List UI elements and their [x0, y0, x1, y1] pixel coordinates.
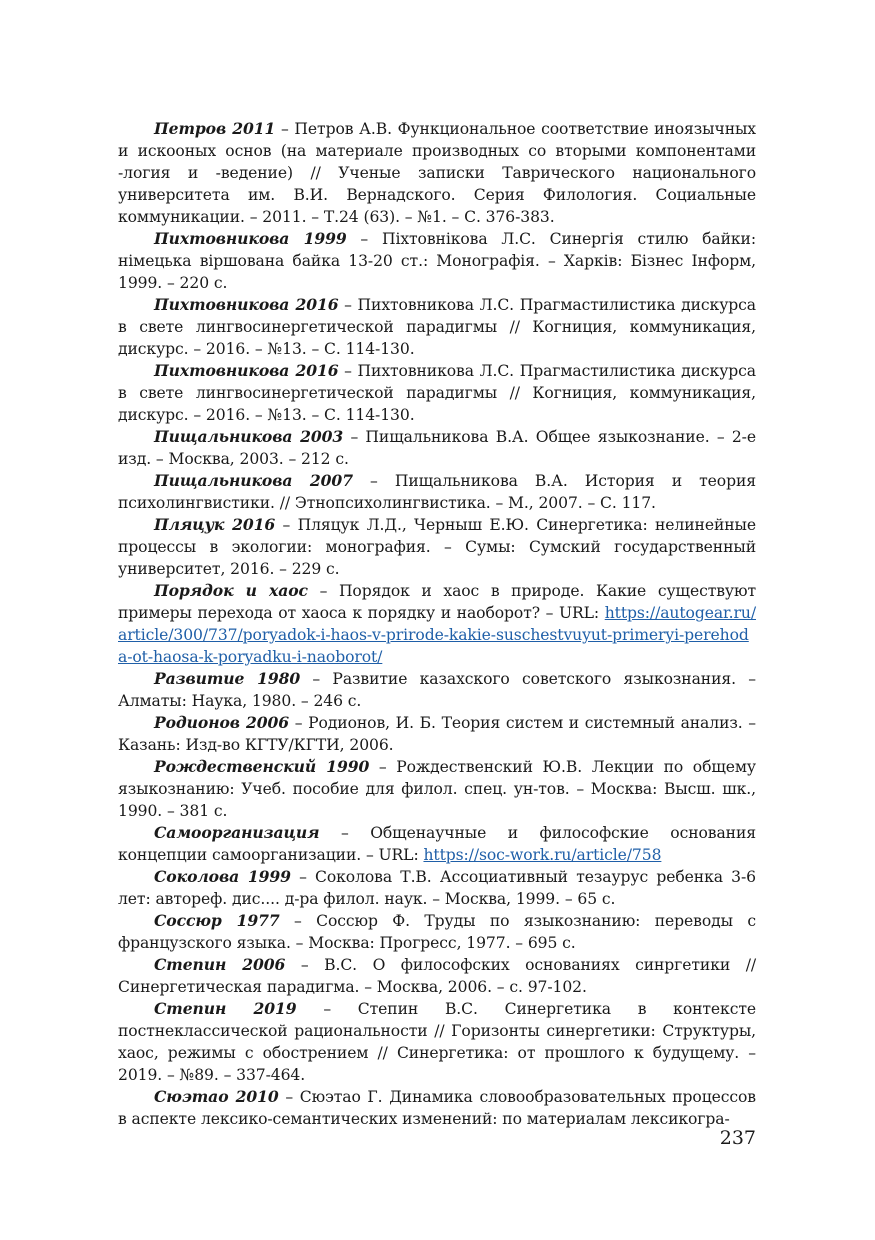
bibliography-entry: [118, 866, 756, 910]
bibliography-entry: [118, 118, 756, 228]
bibliography-entry: [118, 228, 756, 294]
entry-text: – В.С. О философских основаниях синргетики // Синергетическая парадигма. – Москва, 2006. – с. 97-102.: [118, 956, 757, 996]
entry-text: – Соколова Т.В. Ассоциативный тезаурус ребенка 3-6 лет: автореф. дис.... д-ра филол. наук. – Москва, 1999. – 65 с.: [118, 868, 756, 908]
bibliography-entry: [118, 514, 756, 580]
bibliography-entry: [118, 712, 756, 756]
entry-key: Пищальникова 2007: [154, 471, 353, 490]
entry-text: – Пихтовникова Л.С. Прагмастилистика дискурса в свете лингвосинергетической парадигмы // Когниция, коммуникация, дискурс. – 2016. – №13. – С. 114-130.: [118, 296, 756, 358]
bibliography-entry: [118, 668, 756, 712]
entry-text: – Сюэтао Г. Динамика словообразовательных процессов в аспекте лексико-семантических изменений: по материалам лексикогра-: [118, 1088, 756, 1128]
entry-key: Петров 2011: [154, 119, 276, 138]
entry-url-link[interactable]: https://autogear.ru/article/300/737/poryadok-i-haos-v-prirode-kakie-suschestvuyut-primeryi-perehoda-ot-haosa-k-poryadku-i-naoborot/: [118, 604, 756, 666]
bibliography-entry: [118, 1086, 756, 1130]
bibliography-entry: [118, 822, 756, 866]
entry-key: Пихтовникова 2016: [154, 295, 339, 314]
entry-key: Рождественский 1990: [154, 757, 370, 776]
bibliography-entry: [118, 294, 756, 360]
bibliography-entry: [118, 426, 756, 470]
entry-key: Развитие 1980: [154, 669, 301, 688]
entry-text: – Общенаучные и философские основания концепции самоорганизации. – URL:: [118, 824, 756, 864]
entry-key: Степин 2006: [154, 955, 286, 974]
entry-key: Пихтовникова 2016: [154, 361, 339, 380]
entry-text: – Родионов, И. Б. Теория систем и системный анализ. – Казань: Изд-во КГТУ/КГТИ, 2006.: [118, 714, 756, 754]
entry-key: Родионов 2006: [154, 713, 290, 732]
entry-key: Пищальникова 2003: [154, 427, 344, 446]
bibliography-entry: [118, 998, 756, 1086]
bibliography-entry: [118, 580, 756, 668]
bibliography-entry: [118, 756, 756, 822]
entry-key: Сюэтао 2010: [154, 1087, 279, 1106]
entry-text: – Степин В.С. Синергетика в контексте постнеклассической рациональности // Горизонты синергетики: Структуры, хаос, режимы с обострением // Синергетика: от прошлого к будущему. – 2019. – №89. – 337-464.: [118, 1000, 756, 1084]
entry-text: – Пищальникова В.А. История и теория психолингвистики. // Этнопсихолингвистика. – М., 2007. – С. 117.: [118, 472, 757, 512]
entry-text: – Порядок и хаос в природе. Какие существуют примеры перехода от хаоса к порядку и наоборот? – URL:: [118, 582, 756, 622]
bibliography-entry: [118, 910, 756, 954]
page-number: 237: [719, 1127, 756, 1149]
bibliography-entry: [118, 954, 756, 998]
bibliography-page: [118, 118, 756, 1130]
entry-text: – Піхтовнікова Л.С. Синергія стилю байки: німецька віршована байка 13-20 ст.: Монографія. – Харків: Бізнес Інформ, 1999. – 220 с.: [118, 230, 756, 292]
entry-text: – Пихтовникова Л.С. Прагмастилистика дискурса в свете лингвосинергетической парадигмы // Когниция, коммуникация, дискурс. – 2016. – №13. – С. 114-130.: [118, 362, 756, 424]
entry-key: Пихтовникова 1999: [154, 229, 347, 248]
entry-text: – Петров А.В. Функциональное соответствие иноязычных и искооных основ (на материале производных со вторыми компонентами -логия и -ведение) // Ученые записки Таврического национального университета им. В.И. Вернадского. Серия Филология. Социальные коммуникации. – 2011. – Т.24 (63). – №1. – С. 376-383.: [118, 120, 756, 226]
entry-key: Пляцук 2016: [154, 515, 276, 534]
entry-key: Самоорганизация: [154, 823, 320, 842]
entry-text: – Пляцук Л.Д., Черныш Е.Ю. Синергетика: нелинейные процессы в экологии: монография. – Сумы: Сумский государственный университет, 2016. – 229 с.: [118, 516, 756, 578]
bibliography-entry: [118, 360, 756, 426]
entry-text: – Рождественский Ю.В. Лекции по общему языкознанию: Учеб. пособие для филол. спец. ун-тов. – Москва: Высш. шк., 1990. – 381 с.: [118, 758, 756, 820]
entry-key: Соколова 1999: [154, 867, 291, 886]
bibliography-entry: [118, 470, 756, 514]
entry-key: Соссюр 1977: [154, 911, 280, 930]
entry-text: – Соссюр Ф. Труды по языкознанию: переводы с французского языка. – Москва: Прогресс, 1977. – 695 с.: [118, 912, 756, 952]
entry-key: Порядок и хаос: [154, 581, 308, 600]
entry-key: Степин 2019: [154, 999, 297, 1018]
entry-text: – Пищальникова В.А. Общее языкознание. – 2-е изд. – Москва, 2003. – 212 с.: [118, 428, 756, 468]
entry-url-link[interactable]: https://soc-work.ru/article/758: [423, 846, 662, 864]
entry-text: – Развитие казахского советского языкознания. – Алматы: Наука, 1980. – 246 с.: [118, 670, 756, 710]
